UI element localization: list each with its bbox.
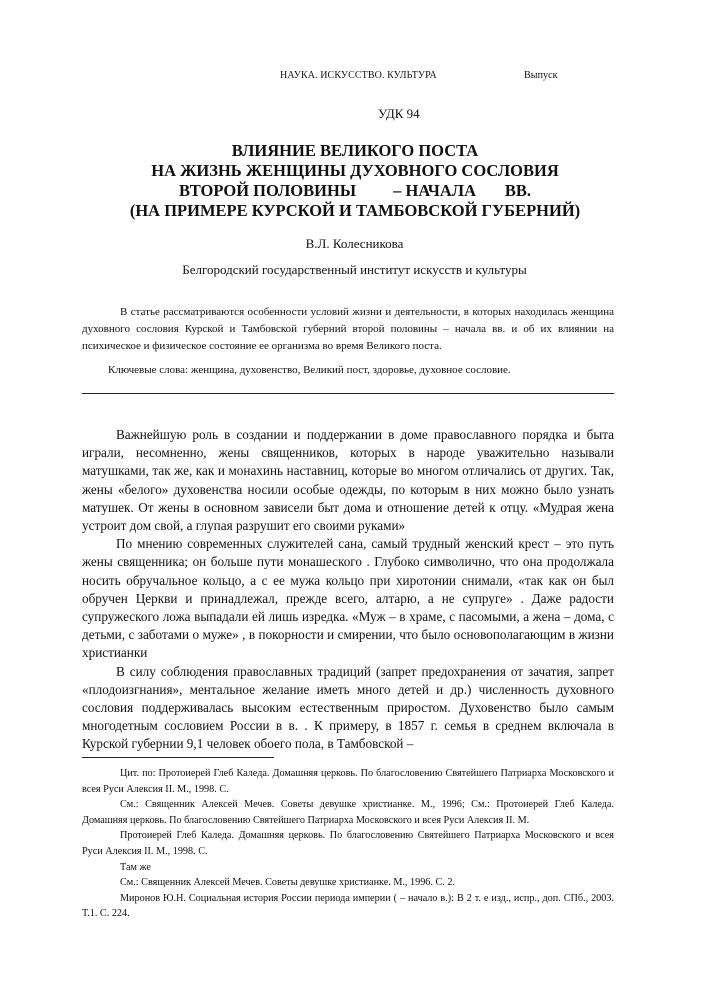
footnote: Протоиерей Глеб Каледа. Домашняя церковь. По благословению Святейшего Патриарха Московского и всея Руси Алексия II. М., 1998. С. xyxy=(82,830,614,857)
article-title xyxy=(60,141,650,221)
title-line: ВЛИЯНИЕ ВЕЛИКОГО ПОСТА xyxy=(231,141,479,160)
body-paragraph: Важнейшую роль в создании и поддержании в доме православного порядка и быта играли, несомненно, жены священников, которых в народе уважительно называли матушками, так же, как и монахинь наставниц, которые во многом отличались от других. Так, жены «белого» духовенства носили особые одежды, по которым в них можно было узнать матушек. От жены в основном зависели быт дома и отношение детей к отцу. «Мудрая жена устроит дом свой, а глупая разрушит его своими руками» xyxy=(82,427,614,534)
footnote-divider xyxy=(82,757,274,758)
abstract xyxy=(82,304,614,355)
footnotes xyxy=(82,766,614,922)
title-line: (НА ПРИМЕРЕ КУРСКОЙ И ТАМБОВСКОЙ ГУБЕРНИЙ) xyxy=(129,201,581,220)
journal-name: НАУКА. ИСКУССТВО. КУЛЬТУРА xyxy=(280,70,437,81)
keywords: Ключевые слова: женщина, духовенство, Великий пост, здоровье, духовное сословие. xyxy=(108,364,511,376)
body-paragraph: В силу соблюдения православных традиций (запрет предохранения от зачатия, запрет «плодоизгнания», ментальное желание иметь много детей и др.) численность духовного сословия поддерживалась высоким естественным приростом. Духовенство было самым многодетным сословием России в в. . К примеру, в 1857 г. семья в среднем включала в Курской губернии 9,1 человек обоего пола, в Тамбовской – xyxy=(82,663,614,752)
author-name: В.Л. Колесникова xyxy=(305,236,404,251)
abstract-text: В статье рассматриваются особенности условий жизни и деятельности, в которых находилась женщина духовного сословия Курской и Тамбовской губерний второй половины – начала вв. и об их влиянии на психическое и физическое состояние ее организма во время Великого поста. xyxy=(82,306,614,352)
footnote: См.: Священник Алексей Мечев. Советы девушке христианке. М., 1996. С. 2. xyxy=(120,877,456,889)
issue-label: Выпуск xyxy=(524,70,558,81)
footnote: Там же xyxy=(120,861,151,873)
footnote: Цит. по: Протоиерей Глеб Каледа. Домашняя церковь. По благословению Святейшего Патриарха Московского и всея Руси Алексия II. М., 1998. С. xyxy=(82,768,614,795)
section-divider xyxy=(82,393,614,394)
author-affiliation: Белгородский государственный институт искусств и культуры xyxy=(182,262,527,277)
title-line: НА ЖИЗНЬ ЖЕНЩИНЫ ДУХОВНОГО СОСЛОВИЯ xyxy=(151,161,559,180)
title-line: ВТОРОЙ ПОЛОВИНЫ – НАЧАЛА ВВ. xyxy=(178,181,532,200)
body-paragraph: По мнению современных служителей сана, самый трудный женский крест – это путь жены священника; он больше пути монашеского . Глубоко символично, что она продолжала носить обручальное кольцо, а с ее мужа кольцо при хиротонии снимали, «так как он был обручен Церкви и принадлежал, прежде всего, алтарю, а не супруге» . Даже радости супружеского ложа выпадали ей лишь изредка. «Муж – в храме, с пасомыми, а жена – дома, с детьми, с заботами о муже» , в покорности и смирении, что было основополагающим в жизни христианки xyxy=(82,536,614,661)
footnote: См.: Священник Алексей Мечев. Советы девушке христианке. М., 1996; См.: Протоиерей Глеб Каледа. Домашняя церковь. По благословению Святейшего Патриарха Московского и всея Руси Алексия II. М. xyxy=(82,799,614,826)
udk-code: УДК 94 xyxy=(378,106,420,121)
article-body xyxy=(82,426,614,754)
footnote: Миронов Ю.Н. Социальная история России периода империи ( – начало в.): В 2 т. е изд., испр., доп. СПб., 2003. Т.1. С. 224. xyxy=(82,892,614,920)
running-header xyxy=(280,70,558,81)
